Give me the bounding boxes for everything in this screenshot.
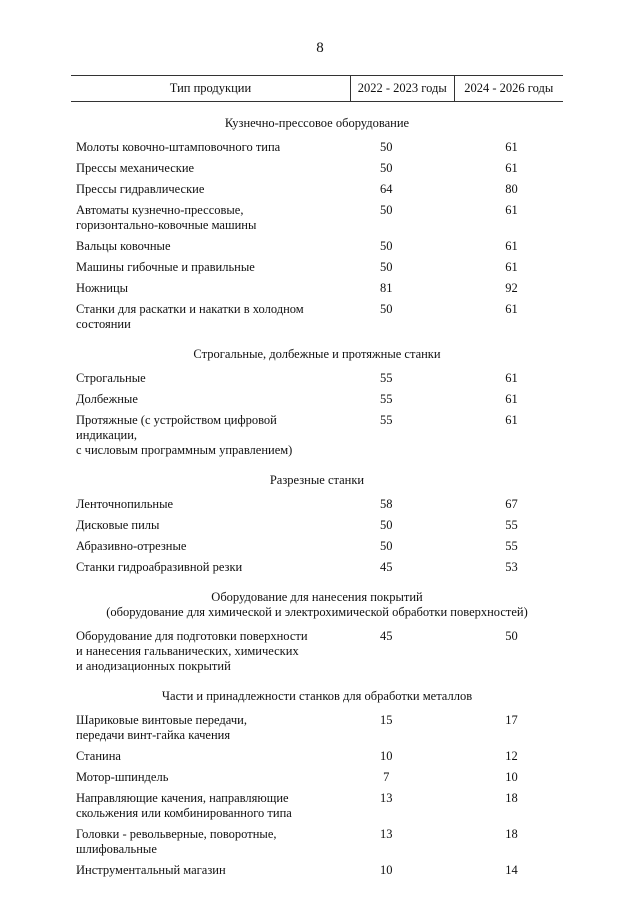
product-name bbox=[71, 494, 350, 515]
value-2024-2026: 61 bbox=[505, 203, 518, 217]
value-2024-2026: 18 bbox=[505, 791, 518, 805]
product-name bbox=[71, 137, 350, 158]
product-name-line: Оборудование для подготовки поверхности bbox=[76, 629, 308, 643]
table-row bbox=[71, 626, 563, 677]
table-row bbox=[71, 236, 563, 257]
table-row bbox=[71, 515, 563, 536]
value-2022-2023: 13 bbox=[379, 827, 393, 841]
value-2024-2026: 61 bbox=[505, 302, 518, 316]
header-2022-2023: 2022 - 2023 годы bbox=[350, 76, 454, 102]
product-name-line: Направляющие качения, направляющие bbox=[76, 791, 289, 805]
section-header-row bbox=[71, 461, 563, 494]
table-row bbox=[71, 746, 563, 767]
product-name bbox=[71, 389, 350, 410]
product-name-line: скольжения или комбинированного типа bbox=[76, 806, 292, 820]
product-name-line: Станки для раскатки и накатки в холодном bbox=[76, 302, 304, 316]
value-2024-2026: 10 bbox=[505, 770, 518, 784]
section-header bbox=[71, 677, 563, 710]
header-product-type: Тип продукции bbox=[71, 76, 350, 102]
product-name-line: Прессы гидравлические bbox=[76, 182, 205, 196]
table-row bbox=[71, 200, 563, 236]
section-header bbox=[71, 461, 563, 494]
page-number: 8 bbox=[316, 40, 324, 56]
value-2022-2023: 13 bbox=[379, 791, 393, 805]
header-2024-2026: 2024 - 2026 годы bbox=[454, 76, 563, 102]
product-name-line: горизонтально-ковочные машины bbox=[76, 218, 257, 232]
product-name-line: шлифовальные bbox=[76, 842, 157, 856]
value-2024-2026: 61 bbox=[505, 413, 518, 427]
product-name-line: Автоматы кузнечно-прессовые, bbox=[76, 203, 244, 217]
section-subtitle: (оборудование для химической и электрохимической обработки поверхностей) bbox=[106, 605, 528, 619]
product-name bbox=[71, 200, 350, 236]
table-row bbox=[71, 257, 563, 278]
value-2024-2026: 61 bbox=[505, 239, 518, 253]
product-name-line: Станина bbox=[76, 749, 121, 763]
product-name-line: Долбежные bbox=[76, 392, 138, 406]
section-header-row bbox=[71, 335, 563, 368]
value-2022-2023: 55 bbox=[379, 413, 393, 427]
value-2022-2023: 58 bbox=[379, 497, 393, 511]
product-name bbox=[71, 179, 350, 200]
section-header-row bbox=[71, 677, 563, 710]
product-name-line: Строгальные bbox=[76, 371, 146, 385]
value-2022-2023: 15 bbox=[379, 713, 393, 727]
product-name bbox=[71, 860, 350, 881]
section-title: Части и принадлежности станков для обработки металлов bbox=[161, 689, 473, 703]
value-2024-2026: 61 bbox=[505, 392, 518, 406]
product-name-line: с числовым программным управлением) bbox=[76, 443, 293, 457]
product-name-line: Абразивно-отрезные bbox=[76, 539, 187, 553]
table-row bbox=[71, 536, 563, 557]
value-2022-2023: 10 bbox=[379, 863, 393, 877]
table-row bbox=[71, 368, 563, 389]
value-2022-2023: 50 bbox=[379, 518, 393, 532]
table-row bbox=[71, 389, 563, 410]
value-2022-2023: 50 bbox=[379, 140, 393, 154]
product-name-line: Ножницы bbox=[76, 281, 129, 295]
value-2024-2026: 55 bbox=[505, 539, 518, 553]
value-2024-2026: 61 bbox=[505, 140, 518, 154]
table-row bbox=[71, 410, 563, 461]
product-name bbox=[71, 236, 350, 257]
product-name-line: и анодизационных покрытий bbox=[76, 659, 231, 673]
value-2022-2023: 64 bbox=[379, 182, 393, 196]
product-name-line: Шариковые винтовые передачи, bbox=[76, 713, 247, 727]
product-name bbox=[71, 767, 350, 788]
value-2024-2026: 61 bbox=[505, 260, 518, 274]
table-row bbox=[71, 137, 563, 158]
product-name-line: состоянии bbox=[76, 317, 131, 331]
value-2022-2023: 81 bbox=[379, 281, 393, 295]
value-2024-2026: 12 bbox=[505, 749, 518, 763]
value-2024-2026: 55 bbox=[505, 518, 518, 532]
table-row bbox=[71, 710, 563, 746]
table-row bbox=[71, 158, 563, 179]
value-2022-2023: 50 bbox=[379, 539, 393, 553]
value-2022-2023: 55 bbox=[379, 371, 393, 385]
product-name bbox=[71, 515, 350, 536]
product-name bbox=[71, 368, 350, 389]
product-name bbox=[71, 788, 350, 824]
product-name-line: Машины гибочные и правильные bbox=[76, 260, 255, 274]
product-name-line: Прессы механические bbox=[76, 161, 195, 175]
section-title: Кузнечно-прессовое оборудование bbox=[224, 116, 410, 130]
product-name bbox=[71, 158, 350, 179]
product-name-line: Дисковые пилы bbox=[76, 518, 160, 532]
product-name bbox=[71, 557, 350, 578]
product-name bbox=[71, 824, 350, 860]
product-name bbox=[71, 746, 350, 767]
value-2024-2026: 92 bbox=[505, 281, 518, 295]
value-2022-2023: 55 bbox=[379, 392, 393, 406]
table-row bbox=[71, 824, 563, 860]
value-2024-2026: 53 bbox=[505, 560, 518, 574]
value-2022-2023: 7 bbox=[383, 770, 390, 784]
product-name bbox=[71, 410, 350, 461]
value-2022-2023: 50 bbox=[379, 260, 393, 274]
value-2022-2023: 45 bbox=[379, 560, 393, 574]
section-title: Оборудование для нанесения покрытий bbox=[211, 590, 423, 604]
table-row bbox=[71, 179, 563, 200]
section-title: Разрезные станки bbox=[269, 473, 365, 487]
table-row bbox=[71, 557, 563, 578]
section-header bbox=[71, 102, 563, 138]
section-title: Строгальные, долбежные и протяжные станки bbox=[193, 347, 441, 361]
product-name-line: передачи винт-гайка качения bbox=[76, 728, 231, 742]
value-2024-2026: 17 bbox=[505, 713, 518, 727]
value-2022-2023: 50 bbox=[379, 161, 393, 175]
section-header bbox=[71, 578, 563, 626]
value-2022-2023: 50 bbox=[379, 239, 393, 253]
product-name-line: Инструментальный магазин bbox=[76, 863, 226, 877]
table-row bbox=[71, 860, 563, 881]
value-2022-2023: 50 bbox=[379, 203, 393, 217]
table-body bbox=[71, 102, 563, 882]
table-row bbox=[71, 767, 563, 788]
value-2024-2026: 61 bbox=[505, 371, 518, 385]
product-name-line: Ленточнопильные bbox=[76, 497, 174, 511]
product-name-line: Мотор-шпиндель bbox=[76, 770, 169, 784]
value-2024-2026: 80 bbox=[505, 182, 518, 196]
section-header bbox=[71, 335, 563, 368]
table-row bbox=[71, 788, 563, 824]
value-2022-2023: 10 bbox=[379, 749, 393, 763]
product-name-line: Головки - револьверные, поворотные, bbox=[76, 827, 277, 841]
table-row bbox=[71, 278, 563, 299]
product-name bbox=[71, 257, 350, 278]
product-name-line: Молоты ковочно-штамповочного типа bbox=[76, 140, 281, 154]
product-name bbox=[71, 536, 350, 557]
production-table bbox=[71, 75, 563, 881]
product-name-line: Станки гидроабразивной резки bbox=[76, 560, 243, 574]
section-header-row bbox=[71, 578, 563, 626]
product-name bbox=[71, 299, 350, 335]
section-header-row bbox=[71, 102, 563, 138]
product-name-line: Протяжные (с устройством цифровой индикации, bbox=[76, 413, 277, 442]
table-row bbox=[71, 494, 563, 515]
value-2024-2026: 67 bbox=[505, 497, 518, 511]
product-name bbox=[71, 626, 350, 677]
product-name bbox=[71, 278, 350, 299]
product-name-line: Вальцы ковочные bbox=[76, 239, 171, 253]
table-row bbox=[71, 299, 563, 335]
product-name-line: и нанесения гальванических, химических bbox=[76, 644, 299, 658]
value-2024-2026: 18 bbox=[505, 827, 518, 841]
table-header-row bbox=[71, 76, 563, 102]
value-2022-2023: 50 bbox=[379, 302, 393, 316]
product-name bbox=[71, 710, 350, 746]
value-2024-2026: 50 bbox=[505, 629, 518, 643]
value-2022-2023: 45 bbox=[379, 629, 393, 643]
value-2024-2026: 61 bbox=[505, 161, 518, 175]
value-2024-2026: 14 bbox=[505, 863, 518, 877]
